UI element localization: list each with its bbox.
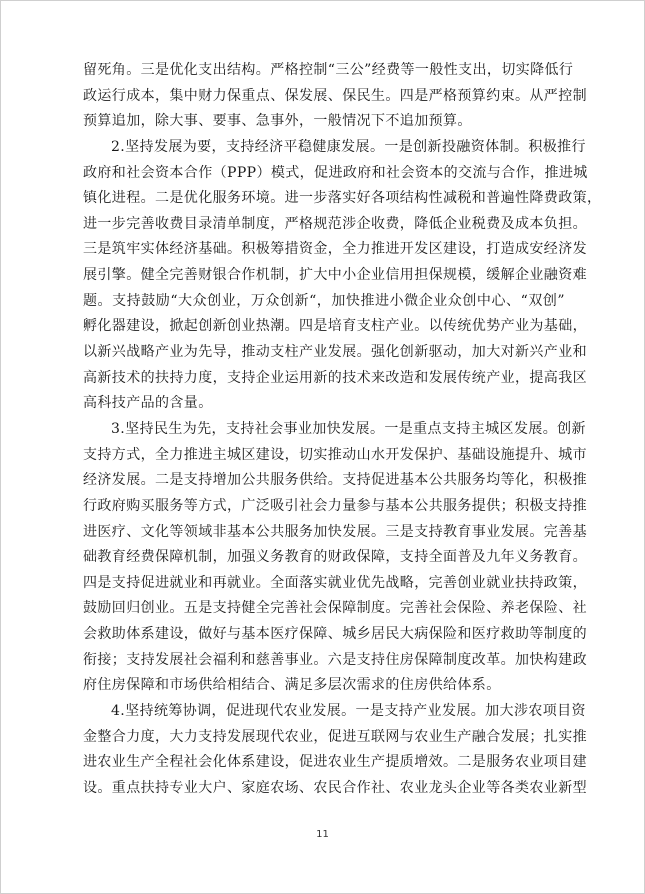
text-line: 镇化进程。二是优化服务环境。进一步落实好各项结构性减税和普遍性降费政策， bbox=[83, 190, 602, 207]
text-line: 会救助体系建设，做好与基本医疗保障、城乡居民大病保险和医疗救助等制度的 bbox=[83, 626, 587, 643]
text-line: 衔接；支持发展社会福利和慈善事业。六是支持住房保障制度改革。加快构建政 bbox=[83, 651, 587, 668]
text-line: 进医疗、文化等领域非基本公共服务加快发展。三是支持教育事业发展。完善基 bbox=[83, 523, 587, 540]
paragraph-4-heading-line: 4.坚持统筹协调，促进现代农业发展。一是支持产业发展。加大涉农项目资 bbox=[111, 703, 586, 720]
text-line: 支持方式，全力推进主城区建设，切实推动山水开发保护、基础设施提升、城市 bbox=[83, 446, 587, 463]
text-line: 础教育经费保障机制，加强义务教育的财政保障，支持全面普及九年义务教育。 bbox=[83, 549, 587, 566]
paragraph-2-heading-line: 2.坚持发展为要，支持经济平稳健康发展。一是创新投融资体制。积极推行 bbox=[111, 138, 586, 155]
text-line: 展引擎。健全完善财银合作机制，扩大中小企业信用担保规模，缓解企业融资难 bbox=[83, 267, 587, 284]
text-line: 题。支持鼓励“大众创业，万众创新“，加快推进小微企业众创中心、“双创” bbox=[83, 292, 565, 309]
text-line: 府住房保障和市场供给相结合、满足多层次需求的住房供给体系。 bbox=[83, 677, 501, 694]
text-line: 设。重点扶持专业大户、家庭农场、农民合作社、农业龙头企业等各类农业新型 bbox=[83, 779, 587, 796]
text-line: 三是筑牢实体经济基础。积极筹措资金，全力推进开发区建设，打造成安经济发 bbox=[83, 241, 587, 258]
text-line: 高科技产品的含量。 bbox=[83, 395, 213, 412]
text-line: 留死角。三是优化支出结构。严格控制“三公”经费等一般性支出，切实降低行 bbox=[83, 62, 574, 78]
text-line: 经济发展。二是支持增加公共服务供给。支持促进基本公共服务均等化，积极推 bbox=[83, 472, 587, 489]
text-line: 高新技术的扶持力度，支持企业运用新的技术来改造和发展传统产业，提高我区 bbox=[83, 369, 587, 386]
text-line: 政运行成本，集中财力保重点、保发展、保民生。四是严格预算约束。从严控制 bbox=[83, 87, 587, 104]
text-line: 政府和社会资本合作（PPP）模式，促进政府和社会资本的交流与合作，推进城 bbox=[83, 164, 588, 181]
text-line: 以新兴战略产业为先导，推动支柱产业发展。强化创新驱动，加大对新兴产业和 bbox=[83, 344, 587, 361]
text-line: 预算追加，除大事、要事、急事外，一般情况下不追加预算。 bbox=[83, 113, 472, 130]
text-line: 行政府购买服务等方式，广泛吸引社会力量参与基本公共服务提供；积极支持推 bbox=[83, 497, 587, 514]
text-line: 孵化器建设，掀起创新创业热潮。四是培育支柱产业。以传统优势产业为基础， bbox=[83, 318, 587, 335]
text-line: 四是支持促进就业和再就业。全面落实就业优先战略，完善创业就业扶持政策， bbox=[83, 574, 587, 591]
document-body bbox=[83, 58, 602, 802]
text-line: 金整合力度，大力支持发展现代农业，促进互联网与农业生产融合发展；扎实推 bbox=[83, 728, 587, 745]
text-line: 进一步完善收费目录清单制度，严格规范涉企收费，降低企业税费及成本负担。 bbox=[83, 215, 587, 232]
text-line: 鼓励回归创业。五是支持健全完善社会保障制度。完善社会保险、养老保险、社 bbox=[83, 600, 587, 617]
page-number: 11 bbox=[316, 829, 329, 840]
text-line: 进农业生产全程社会化体系建设，促进农业生产提质增效。二是服务农业项目建 bbox=[83, 754, 587, 771]
paragraph-3-heading-line: 3.坚持民生为先，支持社会事业加快发展。一是重点支持主城区发展。创新 bbox=[111, 420, 586, 437]
